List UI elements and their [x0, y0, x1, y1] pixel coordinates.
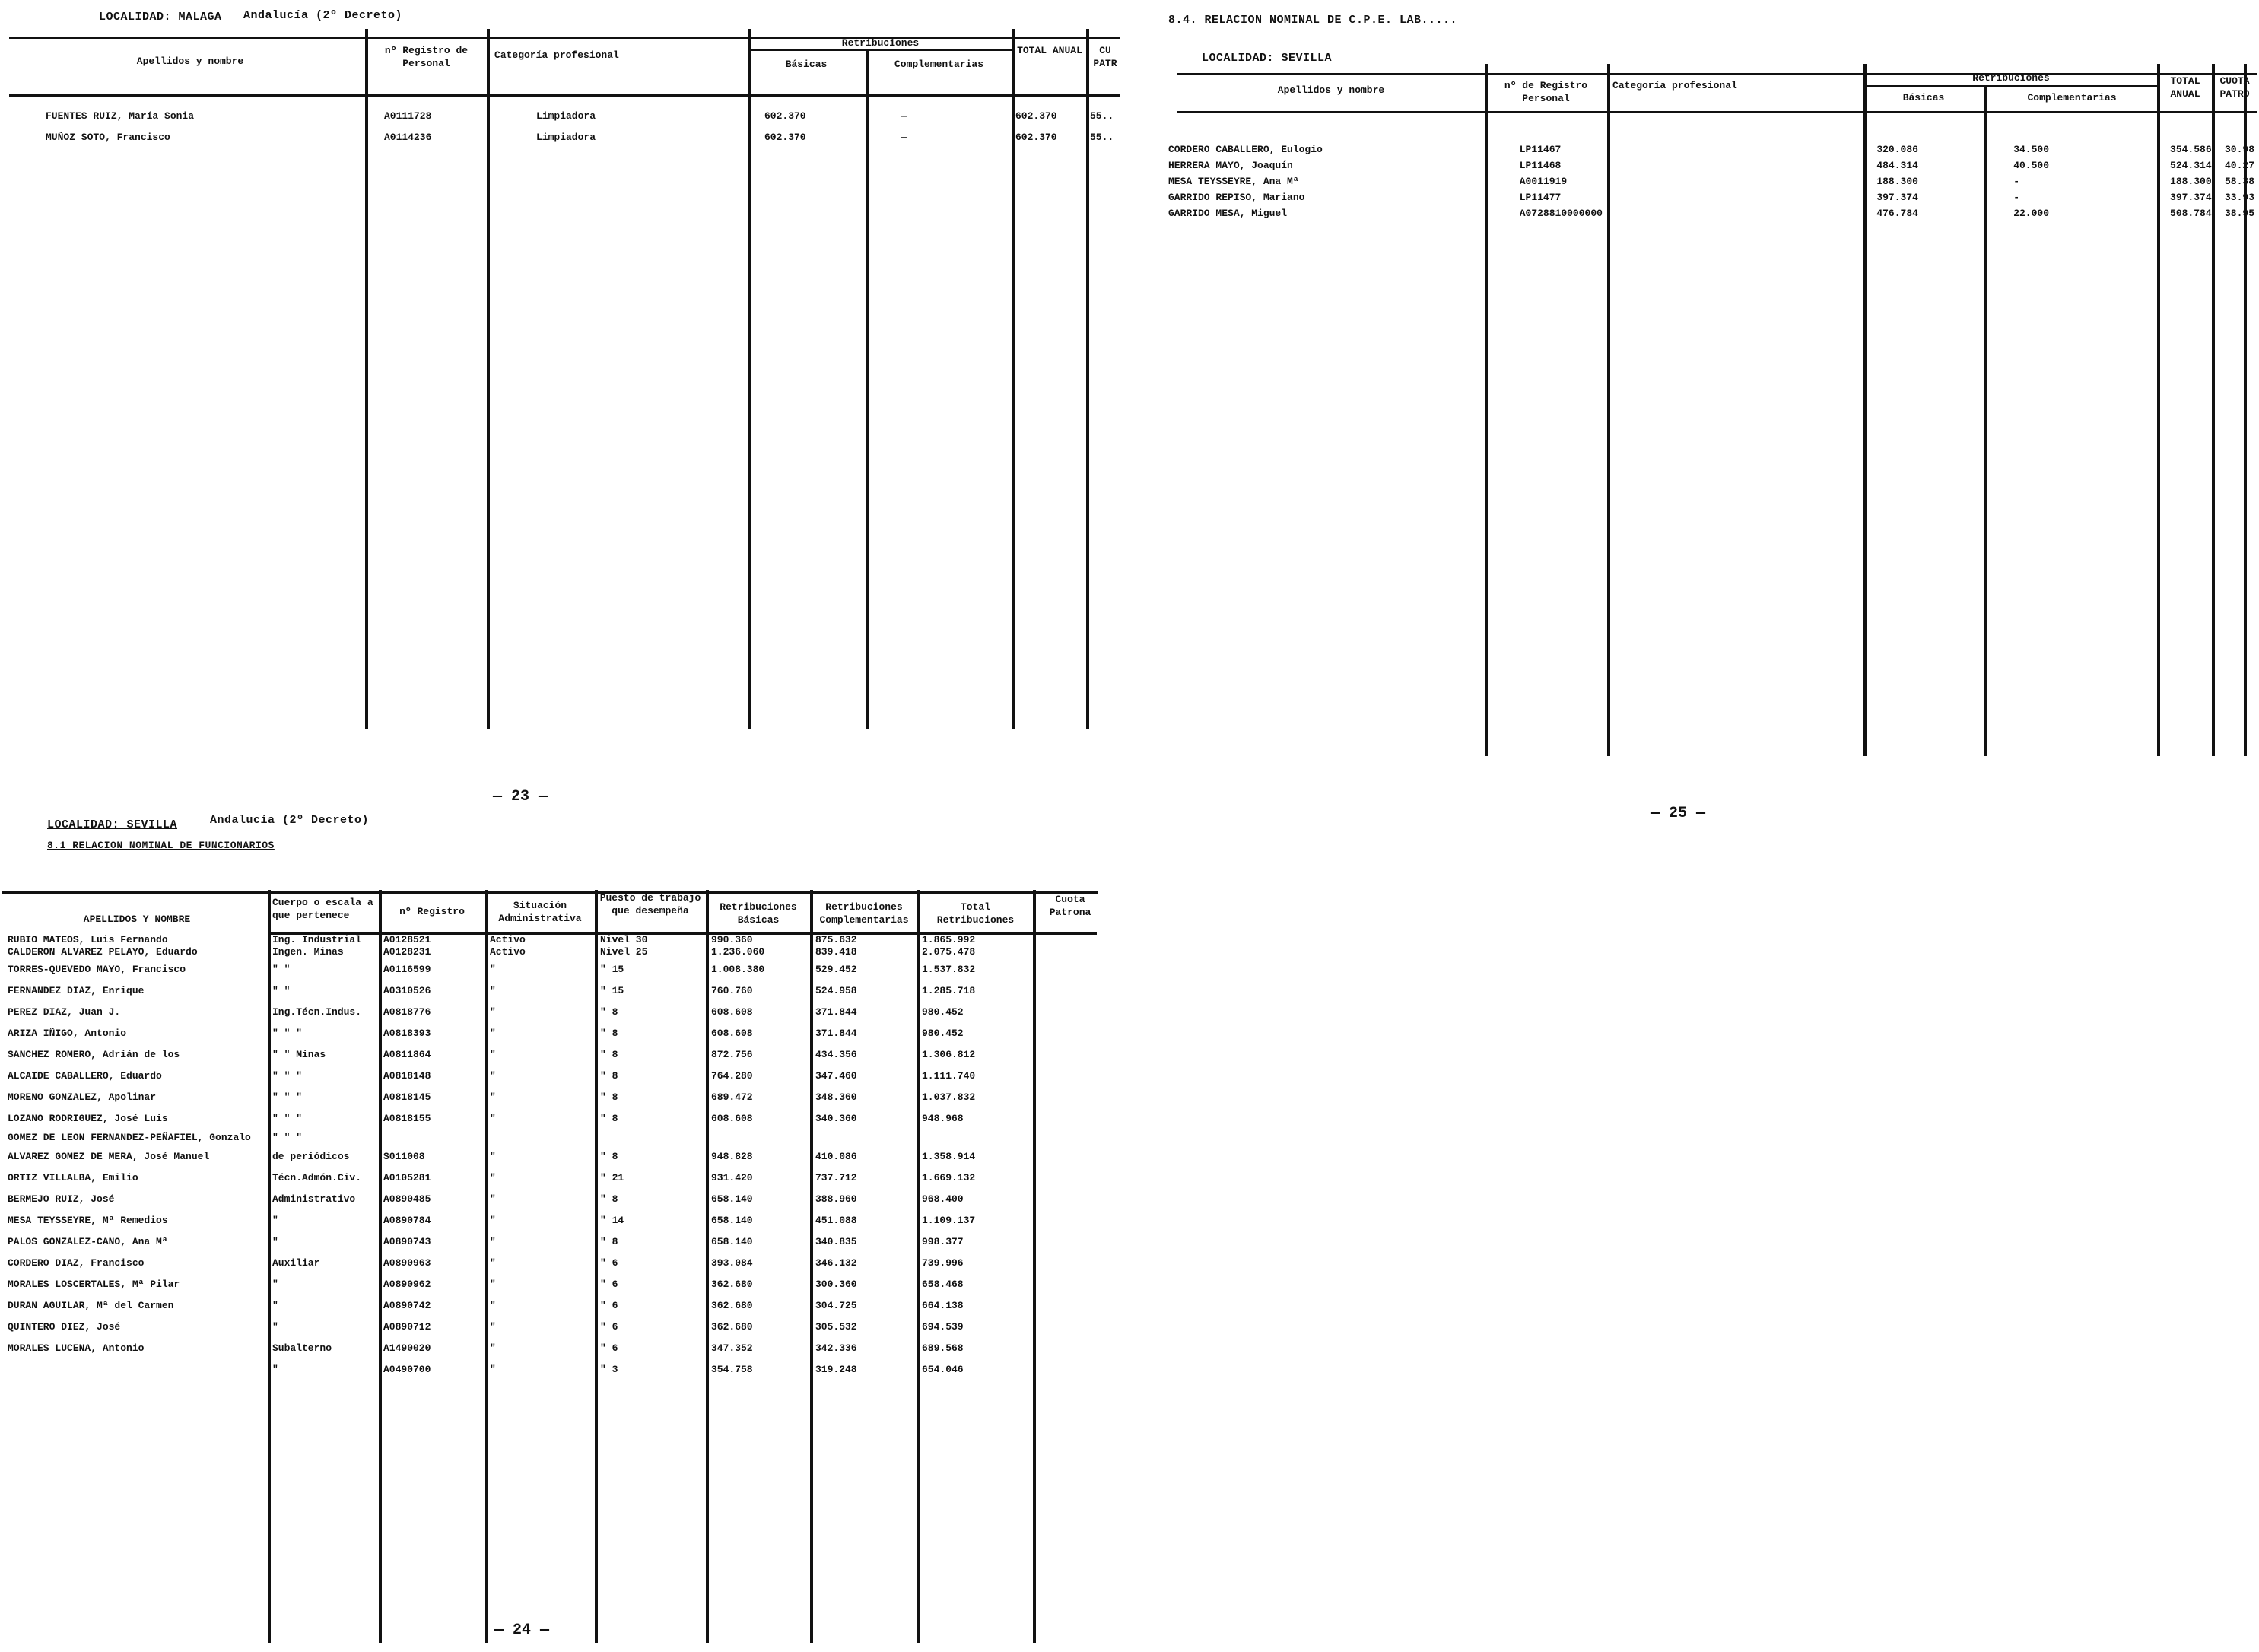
table-row: GARRIDO REPISO, Mariano LP11477 397.374 - 397.374 33.93	[1168, 192, 2254, 203]
table-row: MESA TEYSSEYRE, Mª Remedios " A0890784 " " 14 658.140 451.088 1.109.137	[8, 1214, 976, 1226]
personnel-table	[1168, 141, 2259, 221]
table-row: RUBIO MATEOS, Luis Fernando Ing. Industrial A0128521 Activo Nivel 30 990.360 875.632 1.865.992	[8, 934, 976, 945]
table-row: BERMEJO RUIZ, José Administrativo A0890485 " " 8 658.140 388.960 968.400	[8, 1193, 964, 1205]
table-row: ARIZA IÑIGO, Antonio " " " A0818393 " " 8 608.608 371.844 980.452	[8, 1027, 964, 1039]
table-row: ALCAIDE CABALLERO, Eduardo " " " A0818148 " " 8 764.280 347.460 1.111.740	[8, 1069, 976, 1082]
region-label: Andalucía (2º Decreto)	[210, 814, 370, 827]
col-name-header: Apellidos y nombre	[136, 56, 244, 67]
col-cuota-header: CUOTA PATRO	[2219, 75, 2250, 100]
section-title: 8.4. RELACION NOMINAL DE C.P.E. LAB.....	[1168, 14, 1458, 27]
table-row: GOMEZ DE LEON FERNANDEZ-PEÑAFIEL, Gonzalo " " "	[8, 1131, 303, 1143]
table-row: TORRES-QUEVEDO MAYO, Francisco " " A0116599 " " 15 1.008.380 529.452 1.537.832	[8, 963, 976, 975]
col-registro-header: nº Registro de Personal	[384, 45, 469, 69]
col-cuerpo-header: Cuerpo o escala a que pertenece	[272, 897, 373, 921]
table-row: CORDERO CABALLERO, Eulogio LP11467 320.086 34.500 354.586 30.98	[1168, 144, 2254, 155]
locality-label: LOCALIDAD: SEVILLA	[47, 818, 178, 831]
col-total-header: TOTAL ANUAL	[2170, 75, 2200, 100]
col-categoria-header: Categoría profesional	[1612, 80, 1737, 91]
table-row: MESA TEYSSEYRE, Ana Mª A0011919 188.300 - 188.300 58.38	[1168, 176, 2254, 187]
region-label: Andalucía (2º Decreto)	[243, 9, 403, 22]
table-row: PALOS GONZALEZ-CANO, Ana Mª " A0890743 " " 8 658.140 340.835 998.377	[8, 1235, 964, 1247]
col-retrib-header: Retribuciones	[1972, 72, 2050, 84]
table-row: FERNANDEZ DIAZ, Enrique " " A0310526 " " 15 760.760 524.958 1.285.718	[8, 984, 976, 996]
col-registro-header: nº de Registro Personal	[1504, 80, 1588, 104]
table-row: MORALES LUCENA, Antonio Subalterno A1490020 " " 6 347.352 342.336 689.568	[8, 1342, 964, 1354]
table-row: MORALES LOSCERTALES, Mª Pilar " A0890962 " " 6 362.680 300.360 658.468	[8, 1278, 964, 1290]
col-cuota-header: CU PATR	[1093, 45, 1117, 69]
col-name-header: Apellidos y nombre	[1277, 84, 1385, 96]
table-row: QUINTERO DIEZ, José " A0890712 " " 6 362.680 305.532 694.539	[8, 1320, 964, 1333]
col-total-header: TOTAL ANUAL	[1017, 45, 1082, 56]
col-cuota-header: Cuota Patrona	[1049, 894, 1091, 918]
col-total-header: Total Retribuciones	[936, 901, 1015, 926]
col-basicas-header: Básicas	[1902, 92, 1945, 103]
locality-label: LOCALIDAD: MALAGA	[99, 11, 222, 24]
table-row: HERRERA MAYO, Joaquín LP11468 484.314 40.500 524.314 40.27	[1168, 160, 2254, 171]
col-categoria-header: Categoría profesional	[494, 49, 619, 61]
page-23	[0, 0, 1126, 821]
table-row: PEREZ DIAZ, Juan J. Ing.Técn.Indus. A0818776 " " 8 608.608 371.844 980.452	[8, 1005, 964, 1018]
col-complementarias-header: Complementarias	[2027, 92, 2117, 103]
page-number: — 25 —	[1651, 805, 1706, 822]
page-24	[0, 806, 1126, 1652]
col-basicas-header: Retribuciones Básicas	[720, 901, 797, 926]
col-registro-header: nº Registro	[399, 906, 465, 917]
table-row: SANCHEZ ROMERO, Adrián de los " " Minas A0811864 " " 8 872.756 434.356 1.306.812	[8, 1048, 976, 1060]
table-row: LOZANO RODRIGUEZ, José Luis " " " A0818155 " " 8 608.608 340.360 948.968	[8, 1112, 964, 1124]
table-row: DURAN AGUILAR, Mª del Carmen " A0890742 " " 6 362.680 304.725 664.138	[8, 1299, 964, 1311]
section-subtitle: 8.1 RELACION NOMINAL DE FUNCIONARIOS	[47, 840, 275, 851]
page-25	[1156, 0, 2259, 837]
table-row: ORTIZ VILLALBA, Emilio Técn.Admón.Civ. A0105281 " " 21 931.420 737.712 1.669.132	[8, 1171, 976, 1183]
table-row: FUENTES RUIZ, María Sonia A0111728 Limpiadora 602.370 — 602.370 55..	[46, 110, 1114, 122]
col-complementarias-header: Complementarias	[894, 59, 984, 70]
personnel-table	[8, 934, 1036, 1380]
col-puesto-header: Puesto de trabajo que desempeña	[599, 892, 701, 917]
page-number: — 24 —	[494, 1622, 550, 1639]
col-complementarias-header: Retribuciones Complementarias	[819, 901, 909, 926]
table-row: MORENO GONZALEZ, Apolinar " " " A0818145 " " 8 689.472 348.360 1.037.832	[8, 1091, 976, 1103]
col-situacion-header: Situación Administrativa	[498, 900, 582, 924]
table-row: " A0490700 " " 3 354.758 319.248 654.046	[272, 1363, 964, 1375]
table-row: MUÑOZ SOTO, Francisco A0114236 Limpiadora 602.370 — 602.370 55..	[46, 131, 1114, 143]
table-row: ALVAREZ GOMEZ DE MERA, José Manuel de periódicos S011008 " " 8 948.828 410.086 1.358.914	[8, 1150, 976, 1162]
col-basicas-header: Básicas	[785, 59, 828, 70]
table-row: CORDERO DIAZ, Francisco Auxiliar A0890963 " " 6 393.084 346.132 739.996	[8, 1256, 964, 1269]
locality-label: LOCALIDAD: SEVILLA	[1202, 52, 1333, 65]
col-retrib-header: Retribuciones	[841, 37, 920, 49]
page-number: — 23 —	[493, 788, 548, 805]
table-row: GARRIDO MESA, Miguel A0728810000000 476.784 22.000 508.784 38.95	[1168, 208, 2254, 219]
col-name-header: APELLIDOS Y NOMBRE	[83, 913, 191, 925]
table-row: CALDERON ALVAREZ PELAYO, Eduardo Ingen. Minas A0128231 Activo Nivel 25 1.236.060 839.418 2.075.478	[8, 946, 976, 958]
personnel-table	[46, 105, 1120, 148]
